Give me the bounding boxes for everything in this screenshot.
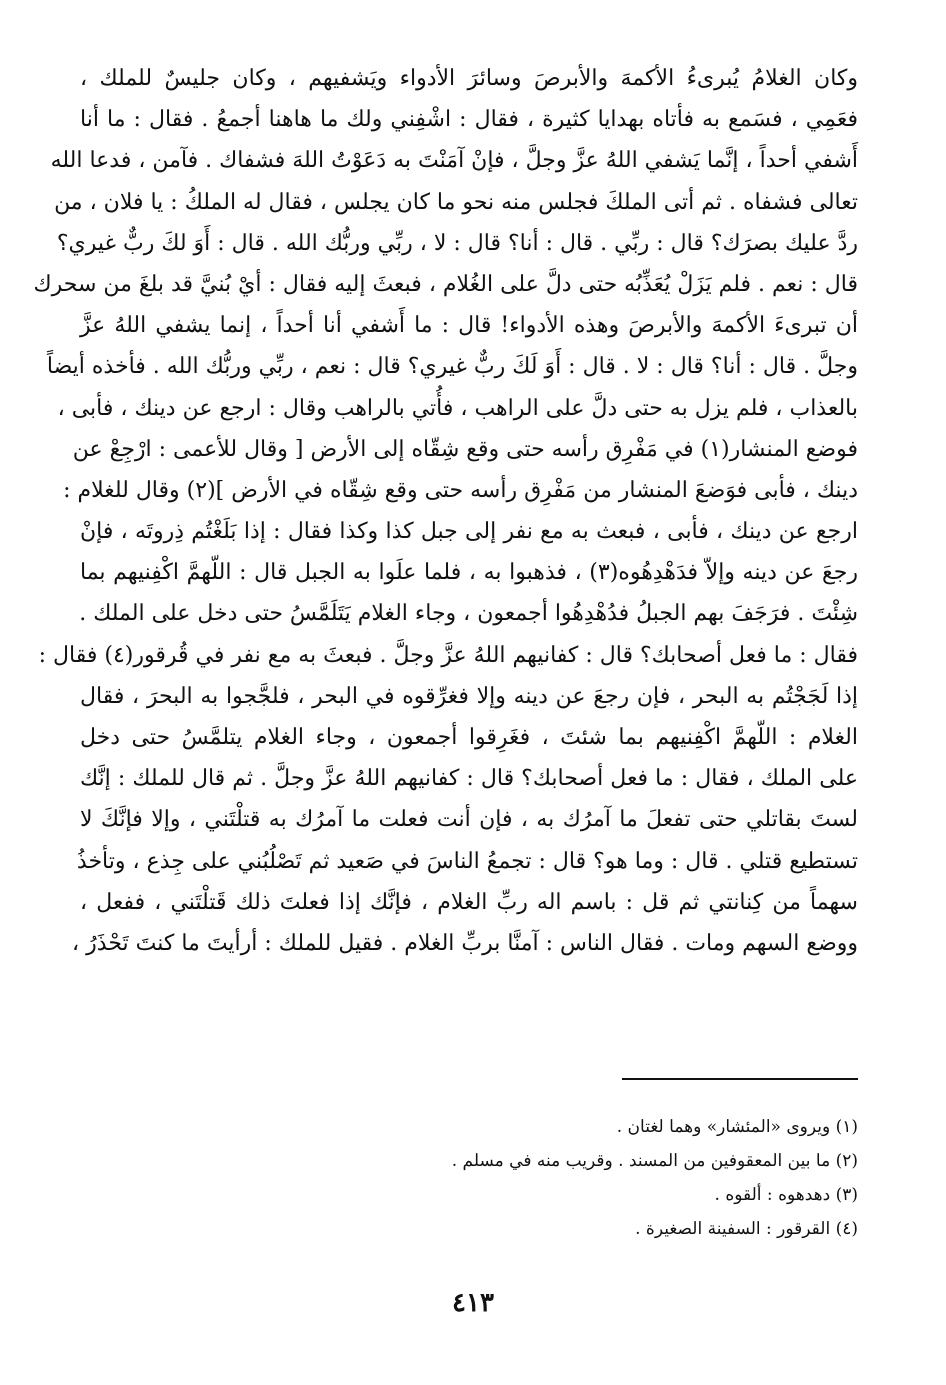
- text-line: تستطيع قتلي . قال : وما هو؟ قال : تجمعُ الناسَ في صَعيد ثم تَصْلُبُني على جِذع ، وتأخذُ: [76, 848, 858, 874]
- text-line: تعالى فشفاه . ثم أتى الملكَ فجلس منه نحو ما كان يجلس ، فقال له الملكُ : يا فلان ، من: [54, 189, 858, 215]
- text-line: لستَ بقاتلي حتى تفعلَ ما آمرُك به ، فإن أنت فعلت ما آمرُك به قتلْتَني ، وإلا فإنَّكَ لا: [80, 807, 858, 833]
- text-line: وجلَّ . قال : أنا؟ قال : لا . قال : أَوَ لَكَ ربٌّ غيري؟ قال : نعم ، ربِّي وربُّك الله . فأخذه أيضاً: [46, 354, 858, 380]
- text-line: دينك ، فأبى فوَضعَ المنشار من مَفْرِق رأسه حتى وقع شِقّاه في الأرض ](٢) وقال للغلام :: [63, 477, 858, 503]
- text-line: فوضع المنشار(١) في مَفْرِق رأسه حتى وقع شِقّاه إلى الأرض [ وقال للأعمى : ارْجِعْ عن: [72, 436, 858, 462]
- text-line: بالعذاب ، فلم يزل به حتى دلَّ على الراهب ، فأُتي بالراهب وقال : ارجع عن دينك ، فأبى ،: [57, 395, 858, 421]
- text-line: فعَمِي ، فسَمع به فأتاه بهدايا كثيرة ، فقال : اشْفِني ولك ما هاهنا أجمعُ . فقال : ما أنا: [80, 107, 858, 133]
- text-line: ارجع عن دينك ، فأبى ، فبعث به مع نفر إلى جبل كذا وكذا فقال : إذا بَلَغْتُم ذِروتَه ، فإنْ: [80, 519, 858, 545]
- footnote-4: (٤) القرقور : السفينة الصغيرة .: [635, 1219, 858, 1239]
- text-line: ووضع السهم ومات . فقال الناس : آمنَّا بربِّ الغلام . فقيل للملك : أرأيتَ ما كنتَ تَحْذَرُ ،: [72, 930, 858, 956]
- text-line: أن تبرىءَ الأكمهَ والأبرصَ وهذه الأدواء! قال : ما أَشفي أنا أحداً ، إنما يشفي اللهُ عزَّ: [80, 313, 858, 339]
- text-line: رجعَ عن دينه وإلاّ فدَهْدِهُوه(٣) ، فذهبوا به ، فلما علَوا به الجبل قال : اللّهمَّ اكْفِنيهم بما: [80, 560, 858, 586]
- text-line: إذا لَجَجْتُم به البحر ، فإن رجعَ عن دينه وإلا فغرِّقوه في البحر ، فلجَّجوا به البحرَ ، فقال: [80, 683, 858, 709]
- footnotes-block: [380, 1110, 858, 1246]
- footnote-1: (١) ويروى «المئشار» وهما لغتان .: [616, 1117, 858, 1137]
- footnote-3: (٣) دهدهوه : ألقوه .: [714, 1185, 858, 1205]
- text-line: شِئْتَ . فرَجَفَ بهم الجبلُ فدُهْدِهُوا أجمعون ، وجاء الغلام يَتَلَمَّسُ حتى دخل على الملك .: [79, 601, 858, 627]
- text-line: قال : نعم . فلم يَزَلْ يُعَذِّبُه حتى دلَّ على الغُلام ، فبعثَ إليه فقال : أيْ بُنيَّ قد بلغَ من سحرك: [33, 271, 858, 297]
- text-line: أَشفي أحداً ، إنَّما يَشفي اللهُ عزَّ وجلَّ ، فإنْ آمَنْتَ به دَعَوْتُ اللهَ فشفاك . فآمن ، فدعا الله: [50, 148, 858, 174]
- footnote-divider: [622, 1078, 858, 1080]
- text-line: فقال : ما فعل أصحابك؟ قال : كفانيهم اللهُ عزَّ وجلَّ . فبعثَ به مع نفر في قُرقور(٤) فقال :: [38, 642, 858, 668]
- footnote-2: (٢) ما بين المعقوفين من المسند . وقريب منه في مسلم .: [451, 1151, 858, 1171]
- text-line: وكان الغلامُ يُبرىءُ الأكمهَ والأبرصَ وسائرَ الأدواء ويَشفيهم ، وكان جليسٌ للملك ،: [80, 66, 858, 91]
- text-line: الغلام : اللّهمَّ اكْفِنيهم بما شئتَ ، فغَرِقوا أجمعون ، وجاء الغلام يتلمَّسُ حتى دخل: [80, 725, 858, 750]
- text-line: على الملك ، فقال : ما فعل أصحابك؟ قال : كفانيهم اللهُ عزَّ وجلَّ . ثم قال للملك : إنَّك: [80, 766, 858, 792]
- text-line: ردَّ عليك بصرَك؟ قال : ربِّي . قال : أنا؟ قال : لا ، ربِّي وربُّك الله . قال : أَوَ لكَ ربٌّ غيري؟: [56, 230, 858, 256]
- main-text-block: [33, 58, 858, 964]
- page-number: ٤١٣: [452, 1288, 494, 1318]
- text-line: سهماً من كِنانتي ثم قل : باسم اله ربِّ الغلام ، فإنَّك إذا فعلتَ ذلك قَتلْتَني ، ففعل ،: [80, 889, 858, 915]
